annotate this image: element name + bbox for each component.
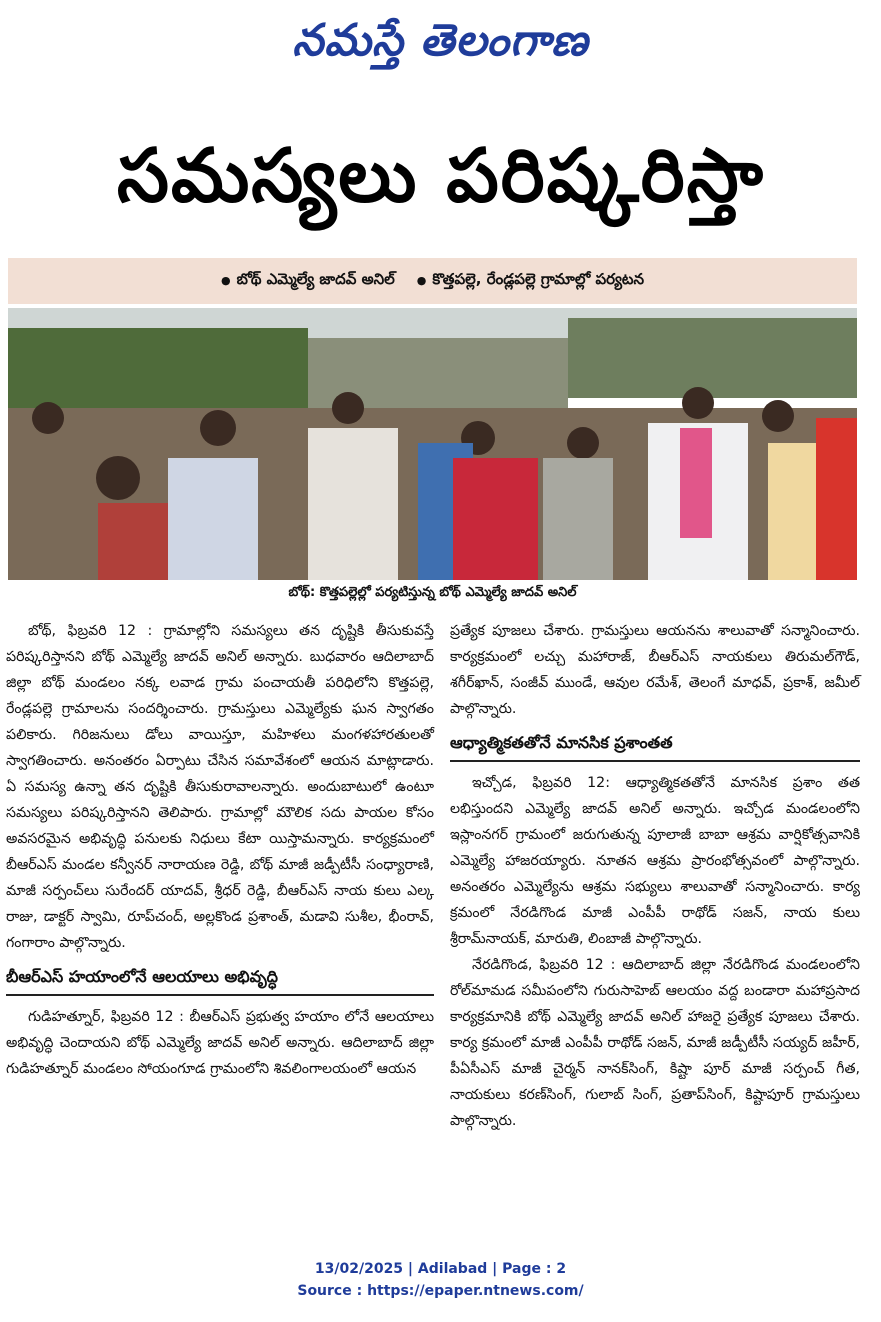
section-heading: బీఆర్ఎస్ హయాంలోనే ఆలయాలు అభివృద్ధి	[6, 962, 434, 996]
left-column	[6, 618, 434, 1082]
photo-caption: బోథ్: కొత్తపల్లెల్లో పర్యటిస్తున్న బోథ్ ఎమ్మెల్యే జాదవ్ అనిల్	[288, 585, 577, 600]
article-paragraph: బోథ్, ఫిబ్రవరి 12 : గ్రామాల్లోని సమస్యలు తన దృష్టికి తీసుకువస్తే పరిష్కరిస్తానని బోథ్ ఎమ్మెల్యే జాదవ్ అనిల్ అన్నారు. బుధవారం ఆదిలాబాద్ జిల్లా బోథ్ మండలం నక్క లవాడ గ్రామ పంచాయతీ పరిధిలోని కొత్తపల్లె, రేండ్లపల్లె గ్రామాలను సందర్శించారు. గ్రామస్తులు ఎమ్మెల్యేకు ఘన స్వాగతం పలికారు. గిరిజనులు డోలు వాయిస్తూ, మహిళలు మంగళహారతులతో స్వాగతించారు. అనంతరం ఏర్పాటు చేసిన సమావేశంలో ఆయన మాట్లాడారు. ఏ సమస్య ఉన్నా తన దృష్టికి తీసుకురావాలన్నారు. అందుబాటులో ఉంటూ సమస్యలు పరిష్కరిస్తానని తెలిపారు. గ్రామాల్లో మౌలిక సదు పాయల కోసం అవసరమైన అభివృద్ధి పనులకు నిధులు కేటా యిస్తామన్నారు. కార్యక్రమంలో బీఆర్ఎస్ మండల కన్వీనర్ నారాయణ రెడ్డి, బోథ్ మాజీ జడ్పీటీసీ సంధ్యారాణి, మాజీ సర్పంచ్‌లు సురేందర్ యాదవ్, శ్రీధర్ రెడ్డి, బీఆర్ఎస్ నాయ కులు ఎల్క రాజు, డాక్టర్ స్వామి, రూప్‌చంద్, అల్లకొండ ప్రశాంత్, మడావి సుశీల, భీంరావ్, గంగారాం పాల్గొన్నారు.	[6, 623, 434, 951]
article-paragraph: గుడిహత్నూర్, ఫిబ్రవరి 12 : బీఆర్ఎస్ ప్రభుత్వ హయాం లోనే ఆలయాలు అభివృద్ధి చెందాయని బోథ్ ఎమ్మెల్యే జాదవ్ అనిల్ అన్నారు. ఆదిలాబాద్ జిల్లా గుడిహత్నూర్ మండలం సోయంగూడ గ్రామంలోని శివలింగాలయంలో ఆయన	[6, 1009, 434, 1077]
footer-date-line: 13/02/2025 | Adilabad | Page : 2	[314, 1261, 567, 1277]
right-column	[450, 618, 860, 1134]
section-heading: ఆధ్యాత్మికతతోనే మానసిక ప్రశాంతత	[450, 728, 860, 762]
article-paragraph: నేరడిగొండ, ఫిబ్రవరి 12 : ఆదిలాబాద్ జిల్లా నేరడిగొండ మండలంలోని రోల్‌మామడ సమీపంలోని గురుసాహెబ్ ఆలయం వద్ద బండారా మహాప్రసాద కార్యక్రమానికి బోథ్ ఎమ్మెల్యే జాదవ్ అనిల్ హాజరై ప్రత్యేక పూజలు చేశారు. కార్య క్రమంలో మాజీ ఎంపీపీ రాథోడ్ సజన్, మాజీ జడ్పీటీసీ సయ్యద్ జహీర్, పీఏసీఎస్ మాజీ చైర్మన్ నానక్‌సింగ్, కిష్టా పూర్ మాజీ సర్పంచ్ గీత, నాయకులు కరణ్‌సింగ్, గులాబ్ సింగ్, ప్రతాప్‌సింగ్, కిష్టాపూర్ గ్రామస్తులు పాల్గొన్నారు.	[450, 957, 860, 1129]
subheading-2: ● కొత్తపల్లె, రేండ్లపల్లె గ్రామాల్లో పర్యటన	[416, 270, 645, 288]
masthead-logo: నమస్తే తెలంగాణ	[292, 15, 589, 66]
footer-source-link[interactable]: Source : https://epaper.ntnews.com/	[297, 1283, 584, 1299]
page-footer	[0, 1258, 881, 1302]
subheading-1: ● బోథ్ ఎమ్మెల్యే జాదవ్ అనిల్	[220, 270, 395, 288]
headline: సమస్యలు పరిష్కరిస్తా	[117, 133, 765, 219]
article-paragraph: ప్రత్యేక పూజలు చేశారు. గ్రామస్తులు ఆయనను శాలువాతో సన్మానించారు. కార్యక్రమంలో లచ్చు మహారాజ్, బీఆర్ఎస్ నాయకులు తిరుమల్‌గౌడ్, శగీర్‌ఖాన్, సంజీవ్ ముండే, ఆవుల రమేశ్, తెలంగే మాధవ్, ప్రకాశ్, జమీల్ పాల్గొన్నారు.	[450, 623, 860, 717]
article-paragraph: ఇచ్చోడ, ఫిబ్రవరి 12: ఆధ్యాత్మికతతోనే మానసిక ప్రశాం తత లభిస్తుందని ఎమ్మెల్యే జాదవ్ అనిల్ అన్నారు. ఇచ్చోడ మండలంలోని ఇస్లాంనగర్ గ్రామంలో జరుగుతున్న పూలాజీ బాబా ఆశ్రమ వార్షికోత్సవానికి ఎమ్మెల్యే హాజరయ్యారు. నూతన ఆశ్రమ ప్రారంభోత్సవంలో పాల్గొన్నారు. అనంతరం ఎమ్మెల్యేను ఆశ్రమ సభ్యులు శాలువాతో సన్మానించారు. కార్య క్రమంలో నేరడిగొండ మాజీ ఎంపీపీ రాథోడ్ సజన్, నాయ కులు శ్రీరామ్‌నాయక్, మారుతి, లింబాజీ పాల్గొన్నారు.	[450, 775, 860, 947]
subheading-bar	[8, 258, 857, 304]
news-photo	[8, 308, 857, 580]
